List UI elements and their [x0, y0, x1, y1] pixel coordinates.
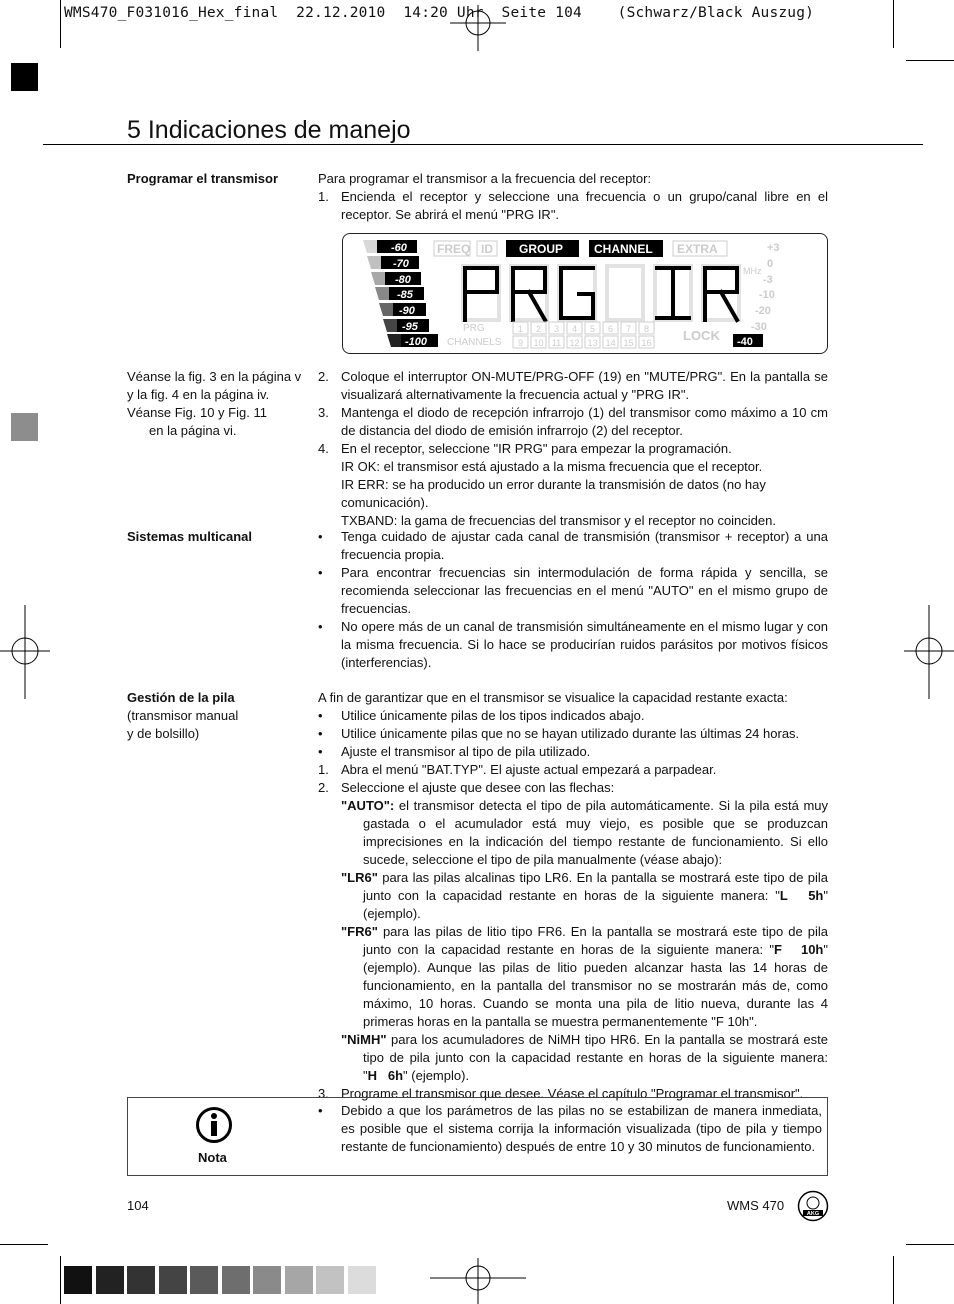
pila-step-3: 3. Programe el transmisor que desee. Véase el capítulo "Programar el transmisor". — [318, 1086, 804, 1101]
crop-mark-bottom-left-v — [60, 1256, 61, 1304]
channel-number: 2 — [535, 324, 542, 334]
programar-steps-continued — [318, 368, 828, 530]
programar-step-4: 4. En el receptor, seleccione "IR PRG" para empezar la programación. — [318, 441, 732, 456]
model-name: WMS 470 — [727, 1198, 785, 1213]
segment-display — [463, 266, 762, 320]
list-item: • No opere más de un canal de transmisión simultáneamente en el mismo lugar y con la misma frecuencia. Si lo hace se producirían ruidos parásitos por motivos físicos (interferencias). — [318, 619, 828, 670]
scale-right-1: +3 — [767, 242, 780, 254]
step4-note-err: IR ERR: se ha producido un error durante la transmisión de datos (no hay comunicación). — [341, 477, 766, 510]
channel-number: 5 — [589, 324, 596, 334]
programar-step-2: 2. Coloque el interruptor ON-MUTE/PRG-OFF (19) en "MUTE/PRG". En la pantalla se visualizará alternativamente la frecuencia actual y "PRG IR". — [318, 369, 828, 402]
channel-number: 7 — [625, 324, 632, 334]
section-body-pila — [318, 689, 828, 1103]
gray-swatch — [348, 1266, 376, 1294]
print-header: WMS470_F031016_Hex_final 22.12.2010 14:20 Uhr Seite 104 (Schwarz/Black Auszug) — [64, 5, 815, 21]
programar-intro: Para programar el transmisor a la frecuencia del receptor: — [318, 171, 652, 186]
scale-right-2: 0 — [767, 258, 774, 270]
battery-option-nimh: "NiMH" para los acumuladores de NiMH tipo HR6. En la pantalla se mostrará este tipo de pila junto con la capacidad restante en horas de la siguiente manera: "H 6h" (ejemplo). — [341, 1032, 828, 1083]
pila-step-2: 2. Seleccione el ajuste que desee con las flechas: — [318, 780, 615, 795]
extra-indicator: EXTRA — [677, 242, 718, 256]
list-item: • Para encontrar frecuencias sin intermodulación de forma rápida y sencilla, se recomienda seleccionar las frecuencias en el menú "AUTO" en el mismo grupo de frecuencias. — [318, 565, 828, 616]
side-references: Véanse la fig. 3 en la página v y la fig. 4 en la página iv. Véanse Fig. 10 y Fig. 11 en la página vi. — [127, 369, 302, 438]
crop-mark-top-right-v — [893, 0, 894, 48]
registration-mark-bottom — [430, 1258, 526, 1304]
gray-swatch — [222, 1266, 250, 1294]
channel-number: 16 — [641, 338, 652, 348]
crop-mark-bottom-right-h — [906, 1244, 954, 1245]
crop-mark-top-right-h — [906, 60, 954, 61]
programar-step-3: 3. Mantenga el diodo de recepción infrarrojo (1) del transmisor como máximo a 10 cm de distancia del diodo de emisión infrarrojo (2) del receptor. — [318, 405, 828, 438]
channel-number: 8 — [643, 324, 650, 334]
scale-right-7-active: -40 — [737, 336, 753, 348]
pila-intro: A fin de garantizar que en el transmisor se visualice la capacidad restante exacta: — [318, 690, 788, 705]
scale-right-4: -10 — [759, 289, 775, 301]
scale-left-1: -60 — [391, 242, 407, 254]
channel-number: 15 — [623, 338, 634, 348]
pila-step-1: 1. Abra el menú "BAT.TYP". El ajuste actual empezará a parpadear. — [318, 762, 717, 777]
gray-swatch — [316, 1266, 344, 1294]
battery-option-fr6: "FR6" para las pilas de litio tipo FR6. En la pantalla se mostrará este tipo de pila junto con la capacidad restante en horas de la siguiente manera: "F 10h" (ejemplo). Aunque las pilas de litio pueden alcanzar hasta las 14 horas de funcionamiento, en la pantalla del transmisor no se mostrarán más de, como máximo, 10 horas. Cuando se monta una pila de litio nueva, durante las 4 primeras horas en la pantalla se muestra permanentemente "F 10h". — [341, 924, 829, 1029]
scale-right-3: -3 — [763, 274, 773, 286]
scale-right-5: -20 — [755, 305, 771, 317]
page-title: 5 Indicaciones de manejo — [127, 116, 411, 144]
gray-swatch — [159, 1266, 187, 1294]
gray-swatch — [96, 1266, 124, 1294]
scale-right-6: -30 — [751, 321, 767, 333]
channel-number: 14 — [605, 338, 616, 348]
section-body-programar — [318, 170, 828, 224]
scale-left-7: -100 — [405, 336, 428, 348]
group-indicator: GROUP — [519, 242, 564, 256]
note-content: • Debido a que los parámetros de las pilas no se estabilizan de manera inmediata, es posible que el sistema corrija la información visualizada (tipo de pila y tiempo restante de funcionamiento) después de entre 10 y 30 minutos de funcionamiento. — [318, 1103, 822, 1154]
lcd-display — [342, 233, 828, 354]
step4-note-ok: IR OK: el transmisor está ajustado a la misma frecuencia que el receptor. — [341, 459, 763, 474]
programar-step-1: 1. Encienda el receptor y seleccione una frecuencia o un grupo/canal libre en el receptor. Se abrirá el menú "PRG IR". — [318, 189, 828, 222]
section-label-multicanal: Sistemas multicanal — [127, 529, 252, 544]
gray-side-tab — [11, 413, 38, 441]
channel-number: 6 — [607, 324, 614, 334]
svg-text:AKG: AKG — [806, 1211, 820, 1217]
channel-number: 3 — [553, 324, 560, 334]
page-number: 104 — [127, 1198, 149, 1213]
gray-swatch — [190, 1266, 218, 1294]
list-item: • Utilice únicamente pilas que no se hayan utilizado durante las últimas 24 horas. — [318, 726, 800, 741]
channel-number: 4 — [571, 324, 578, 334]
section-body-multicanal — [318, 528, 828, 672]
section-label-programar: Programar el transmisor — [127, 171, 279, 186]
battery-option-auto: "AUTO": el transmisor detecta el tipo de pila automáticamente. Si la pila está muy gastada o el acumulador está muy viejo, es posible que se produzcan imprecisiones en la indicación del tiempo restante de funcionamiento. Si ello sucede, seleccione el tipo de pila manualmente (véase abajo): — [341, 798, 828, 867]
channel-number: 1 — [517, 324, 524, 334]
info-icon — [195, 1106, 233, 1144]
channel-number-grid — [513, 322, 654, 348]
crop-mark-bottom-left-h — [0, 1244, 48, 1245]
lock-indicator: LOCK — [683, 328, 720, 343]
list-item: • Utilice únicamente pilas de los tipos indicados abajo. — [318, 708, 645, 723]
battery-option-lr6: "LR6" para las pilas alcalinas tipo LR6. En la pantalla se mostrará este tipo de pila junto con la capacidad restante en horas de la siguiente manera: "L 5h" (ejemplo). — [341, 870, 828, 921]
gray-swatch — [253, 1266, 281, 1294]
scale-left-2: -70 — [393, 258, 409, 270]
scale-left-6: -95 — [402, 321, 418, 333]
channel-number: 10 — [533, 338, 544, 348]
black-side-tab — [11, 63, 38, 91]
channels-indicator: CHANNELS — [447, 337, 502, 348]
gray-swatch — [64, 1266, 92, 1294]
scale-left-4: -85 — [397, 289, 413, 301]
channel-indicator: CHANNEL — [594, 242, 653, 256]
freq-indicator: FREQ — [437, 242, 471, 256]
lcd-graphic — [343, 234, 827, 353]
note-label: Nota — [198, 1150, 227, 1165]
gray-swatch — [285, 1266, 313, 1294]
note-box — [127, 1097, 828, 1176]
list-item: • Ajuste el transmisor al tipo de pila utilizado. — [318, 744, 591, 759]
gray-swatch — [127, 1266, 155, 1294]
mhz-indicator: MHz — [743, 266, 762, 276]
scale-left-3: -80 — [395, 274, 411, 286]
step4-note-txband: TXBAND: la gama de frecuencias del transmisor y el receptor no coinciden. — [341, 513, 776, 528]
title-rule — [43, 144, 923, 145]
section-label-pila: Gestión de la pila (transmisor manual y de bolsillo) — [127, 690, 239, 741]
channel-number: 9 — [517, 338, 524, 348]
channel-number: 11 — [551, 338, 562, 348]
crop-mark-top-left-v — [60, 0, 61, 48]
akg-logo-icon — [797, 1190, 829, 1222]
list-item: • Tenga cuidado de ajustar cada canal de transmisión (transmisor + receptor) a una frecuencia propia. — [318, 529, 828, 562]
channel-number: 13 — [587, 338, 598, 348]
prg-indicator: PRG — [463, 323, 485, 334]
scale-left-5: -90 — [399, 305, 415, 317]
crop-mark-bottom-right-v — [893, 1256, 894, 1304]
registration-mark-right — [904, 605, 954, 699]
id-indicator: ID — [481, 242, 493, 256]
registration-mark-top — [450, 5, 506, 51]
registration-mark-left — [0, 605, 50, 699]
channel-number: 12 — [569, 338, 580, 348]
